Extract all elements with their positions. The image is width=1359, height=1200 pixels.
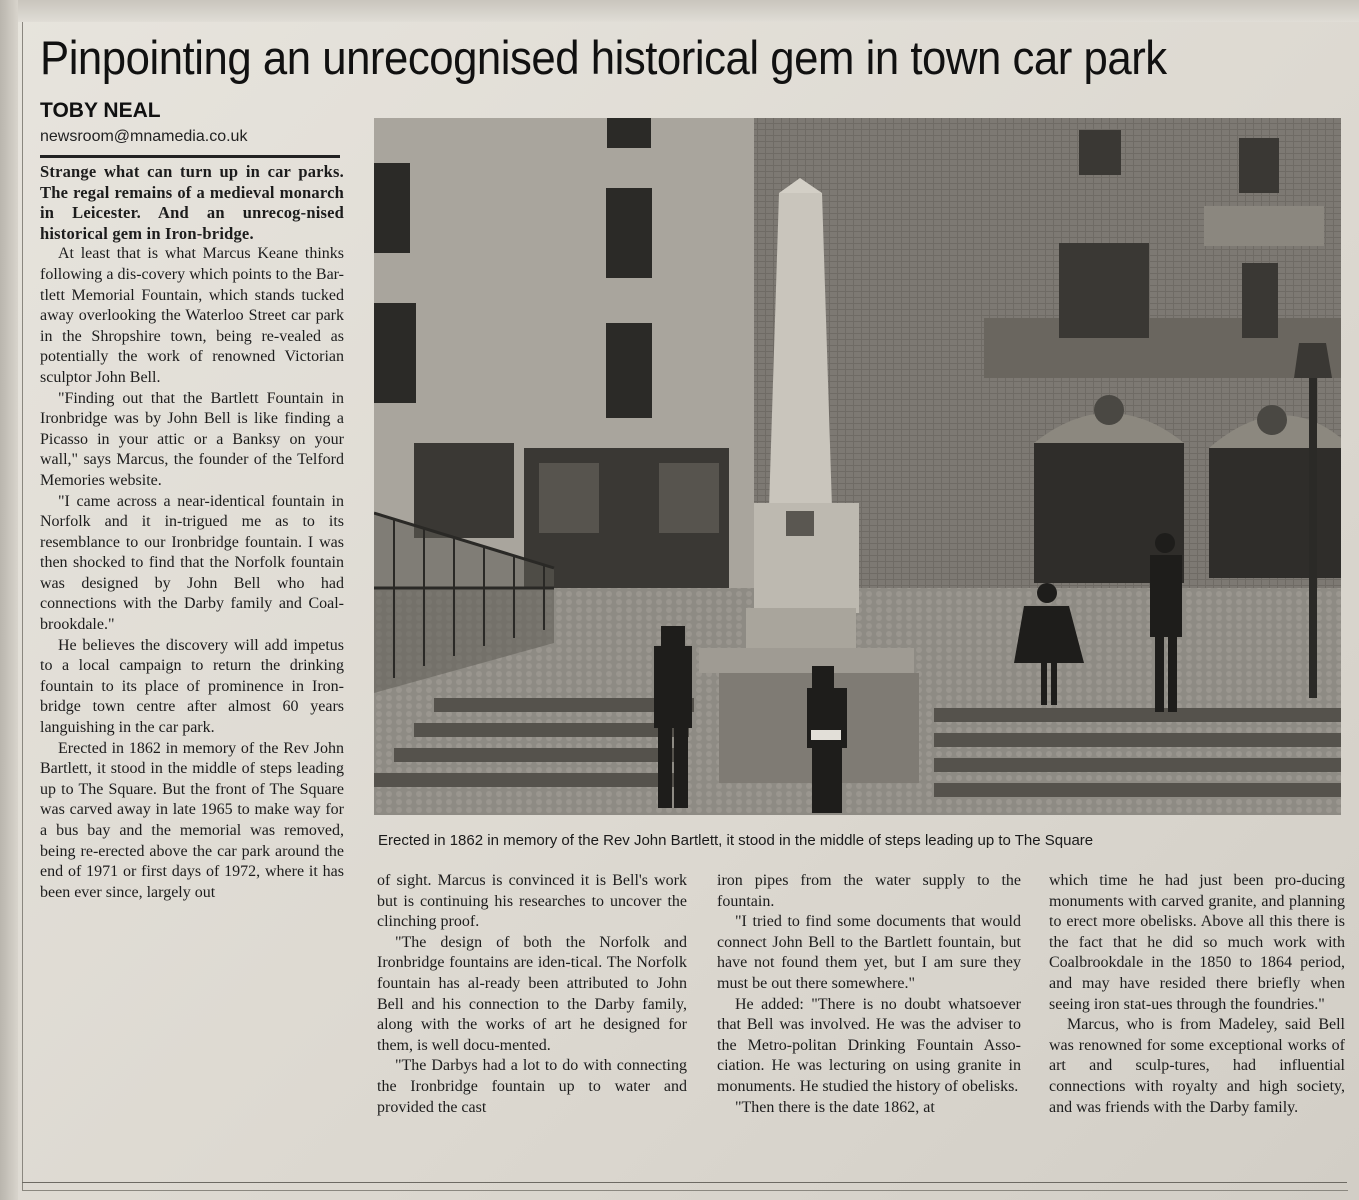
- headline: Pinpointing an unrecognised historical gem in town car park: [40, 31, 1167, 84]
- article-column-4: [1049, 871, 1345, 1118]
- byline-rule: [40, 155, 340, 158]
- adjacent-page-edge: [0, 0, 1359, 22]
- author-name: TOBY NEAL: [40, 99, 161, 122]
- paragraph: "The design of both the Norfolk and Ironbridge fountains are iden-tical. The Norfolk fountain has al-ready been attributed to John Bell and his connection to the Darby family, along with the works of art he designed for them, is well docu-mented.: [377, 933, 687, 1054]
- article-column-2: [377, 871, 687, 1118]
- bottom-rule: [22, 1182, 1347, 1183]
- paragraph: "I tried to find some documents that would connect John Bell to the Bartlett fountain, but have not found them yet, but I am sure they must be out there somewhere.": [717, 913, 1021, 992]
- historic-photo-bartlett-fountain: [374, 118, 1341, 815]
- standfirst: Strange what can turn up in car parks. The regal remains of a medieval monarch in Leicester. And an unrecog-nised historical gem in Iron-bridge.: [40, 162, 344, 243]
- paragraph: Marcus, who is from Madeley, said Bell was renowned for some exceptional works of art and sculp-tures, had influential connections with royalty and high society, and was friends with the Darby family.: [1049, 1016, 1345, 1116]
- paragraph: He believes the discovery will add impetus to a local campaign to return the drinking fountain to its place of prominence in Iron-bridge town centre after almost 60 years languishing in the car park.: [40, 636, 344, 737]
- paragraph: "Then there is the date 1862, at: [735, 1098, 935, 1116]
- photo-caption: Erected in 1862 in memory of the Rev John Bartlett, it stood in the middle of steps leading up to The Square: [378, 832, 1094, 849]
- paragraph: Erected in 1862 in memory of the Rev John Bartlett, it stood in the middle of steps leading up to The Square. But the front of The Square was carved away in late 1965 to make way for a bus bay and the memorial was removed, being re-erected above the car park around the end of 1971 or first days of 1972, where it has been ever since, largely out: [40, 739, 344, 901]
- paragraph: iron pipes from the water supply to the fountain.: [717, 872, 1021, 910]
- page-gutter: [0, 0, 18, 1200]
- paragraph: At least that is what Marcus Keane thinks following a dis-covery which points to the Bar-tlett Memorial Fountain, which stands tucked away overlooking the Waterloo Street car park in the Shropshire town, being re-vealed as potentially the work of renowned Victorian sculptor John Bell.: [40, 245, 344, 386]
- article-column-1: [40, 162, 344, 903]
- paragraph: which time he had just been pro-ducing monuments with carved granite, and planning to erect more obelisks. Above all this there is the fact that he did so much work with Coalbrookdale in the 1850 to 1864 period, and may have resided there briefly when seeing iron stat-ues through the foundries.": [1049, 872, 1345, 1013]
- paragraph: "I came across a near-identical fountain in Norfolk and it in-trigued me as to its resemblance to our Ironbridge fountain. I was then shocked to find that the Norfolk fountain was designed by John Bell who had connections with the Darby family and Coal-brookdale.": [40, 492, 344, 634]
- paragraph: "Finding out that the Bartlett Fountain in Ironbridge was by John Bell is like finding a Picasso in your attic or a Banksy on your wall," says Marcus, the founder of the Telford Memories website.: [40, 389, 344, 489]
- author-email: newsroom@mnamedia.co.uk: [40, 128, 248, 145]
- photo-illustration: [374, 118, 1341, 815]
- paragraph: "The Darbys had a lot to do with connecting the Ironbridge fountain up to water and provided the cast: [377, 1057, 687, 1116]
- article-column-3: [717, 871, 1021, 1118]
- paragraph: He added: "There is no doubt whatsoever that Bell was involved. He was the adviser to the Metro-politan Drinking Fountain Asso-ciation. He was lecturing on using granite in monuments. He studied the history of obelisks.: [717, 995, 1021, 1095]
- paragraph: of sight. Marcus is convinced it is Bell's work but is continuing his researches to uncover the clinching proof.: [377, 872, 687, 931]
